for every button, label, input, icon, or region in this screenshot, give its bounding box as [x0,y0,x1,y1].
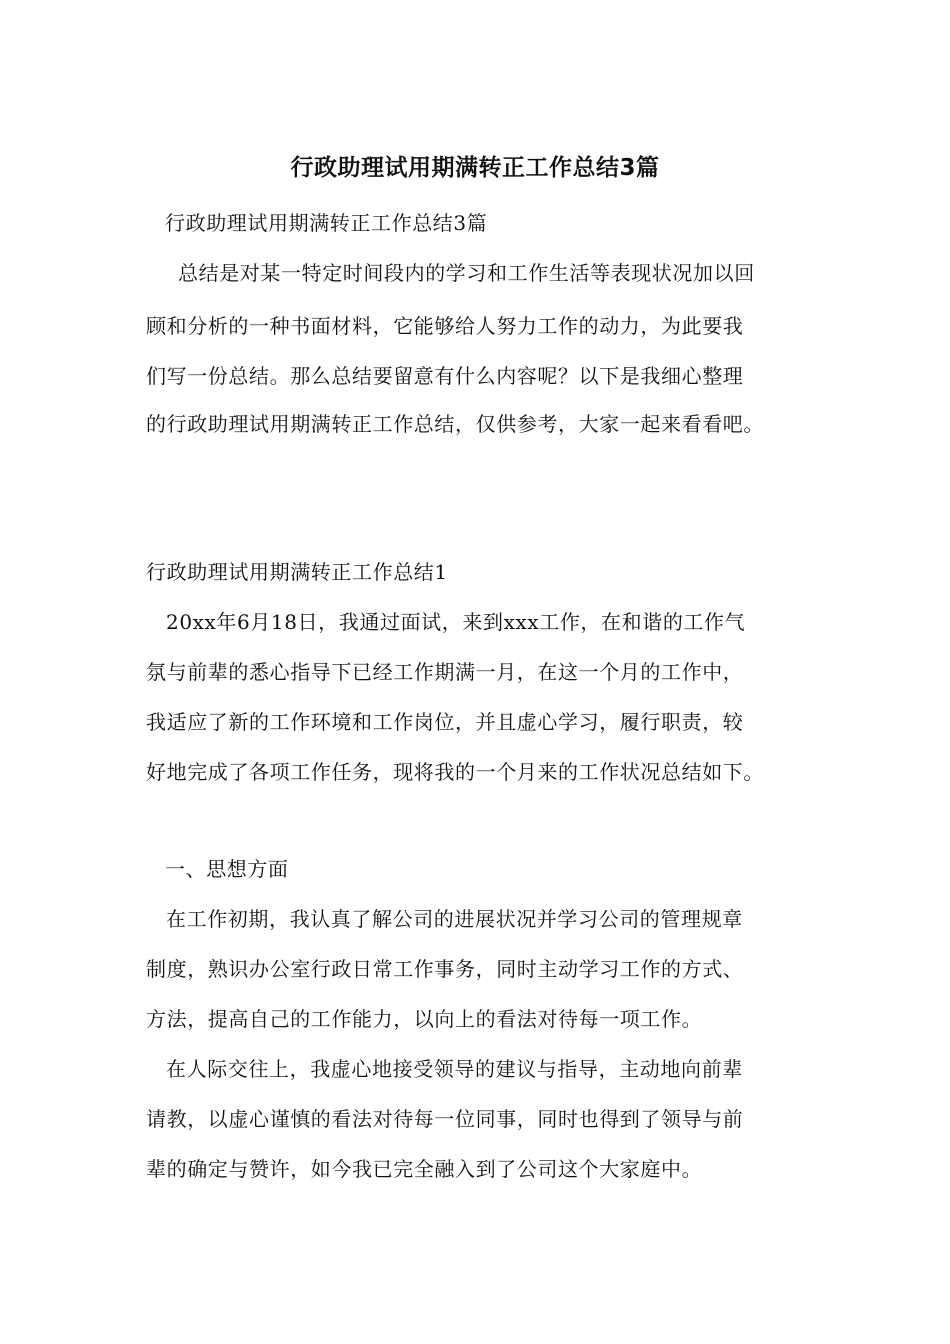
paragraph-line: 在人际交往上，我虚心地接受领导的建议与指导，主动地向前辈 [166,1057,743,1081]
intro-line: 的行政助理试用期满转正工作总结，仅供参考，大家一起来看看吧。 [146,412,764,436]
paragraph-line: 氛与前辈的悉心指导下已经工作期满一月，在这一个月的工作中， [146,660,744,684]
paragraph-line: 制度，熟识办公室行政日常工作事务，同时主动学习工作的方式、 [146,957,744,981]
paragraph-line: 20xx年6月18日，我通过面试，来到xxx工作，在和谐的工作气 [166,610,746,634]
paragraph-line: 好地完成了各项工作任务，现将我的一个月来的工作状况总结如下。 [146,760,764,784]
paragraph-line: 方法，提高自己的工作能力，以向上的看法对待每一项工作。 [146,1007,703,1031]
paragraph-line: 请教，以虚心谨慎的看法对待每一位同事，同时也得到了领导与前 [146,1107,744,1131]
paragraph-line: 辈的确定与赞许，如今我已完全融入到了公司这个大家庭中。 [146,1157,703,1181]
intro-line: 总结是对某一特定时间段内的学习和工作生活等表现状况加以回 [178,261,755,285]
intro-line: 们写一份总结。那么总结要留意有什么内容呢？以下是我细心整理 [146,364,744,388]
document-title: 行政助理试用期满转正工作总结3篇 [290,155,660,181]
document-subtitle: 行政助理试用期满转正工作总结3篇 [165,211,488,235]
intro-line: 顾和分析的一种书面材料，它能够给人努力工作的动力，为此要我 [146,314,744,338]
section-subheading: 一、思想方面 [165,857,289,881]
paragraph-line: 我适应了新的工作环境和工作岗位，并且虚心学习，履行职责，较 [146,710,744,734]
section-heading: 行政助理试用期满转正工作总结1 [146,560,448,584]
paragraph-line: 在工作初期，我认真了解公司的进展状况并学习公司的管理规章 [166,907,743,931]
